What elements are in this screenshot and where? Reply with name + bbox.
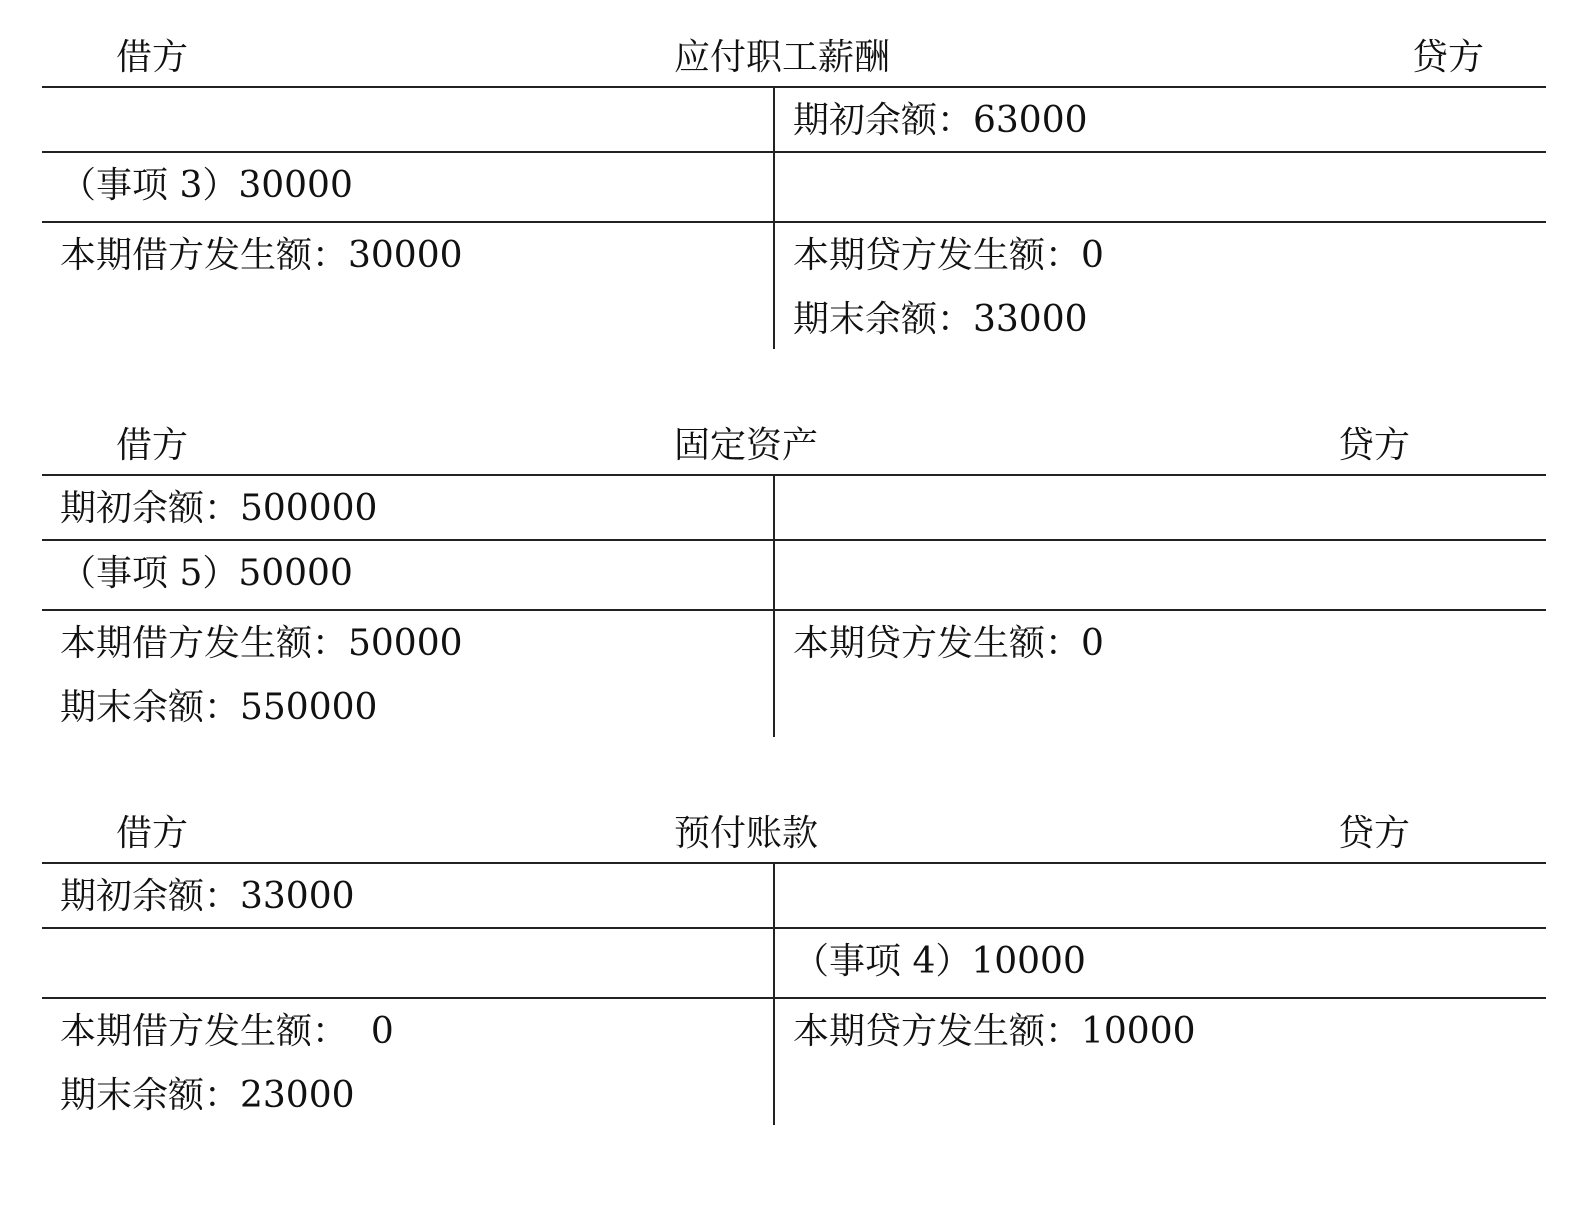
- credit-period-total: 本期贷方发生额：0: [793, 235, 1104, 276]
- debit-entry: （事项 3）30000: [60, 165, 353, 206]
- debit-side-label: 借方: [116, 813, 189, 854]
- credit-entry: （事项 4）10000: [793, 941, 1086, 982]
- debit-period-total: 本期借方发生额：50000: [60, 623, 463, 664]
- debit-side-label: 借方: [116, 425, 189, 466]
- t-account-fixed-assets: [42, 416, 1546, 746]
- debit-period-total: 本期借方发生额：30000: [60, 235, 463, 276]
- credit-opening-balance: 期初余额：63000: [793, 100, 1088, 141]
- account-header: [42, 416, 1546, 476]
- t-account-prepayments: [42, 804, 1546, 1134]
- debit-side-label: 借方: [116, 37, 189, 78]
- header-rule: [42, 474, 1546, 476]
- t-divider: [773, 87, 775, 349]
- debit-opening-balance: 期初余额：33000: [60, 876, 355, 917]
- account-title: 应付职工薪酬: [674, 37, 891, 78]
- account-title: 预付账款: [674, 813, 819, 854]
- account-header: [42, 804, 1546, 864]
- t-account-wages-payable: [42, 28, 1546, 358]
- credit-period-total: 本期贷方发生额：10000: [793, 1011, 1196, 1052]
- header-rule: [42, 862, 1546, 864]
- debit-closing-balance: 期末余额：23000: [60, 1075, 355, 1116]
- debit-entry: （事项 5）50000: [60, 553, 353, 594]
- account-title: 固定资产: [674, 425, 819, 466]
- row-divider: [42, 927, 1546, 929]
- debit-closing-balance: 期末余额：550000: [60, 687, 378, 728]
- t-divider: [773, 863, 775, 1125]
- credit-side-label: 贷方: [1338, 813, 1411, 854]
- debit-period-total: 本期借方发生额： 0: [60, 1011, 394, 1052]
- row-divider: [42, 539, 1546, 541]
- credit-side-label: 贷方: [1412, 37, 1485, 78]
- header-rule: [42, 86, 1546, 88]
- credit-side-label: 贷方: [1338, 425, 1411, 466]
- account-header: [42, 28, 1546, 88]
- row-divider: [42, 221, 1546, 223]
- t-divider: [773, 475, 775, 737]
- credit-closing-balance: 期末余额：33000: [793, 299, 1088, 340]
- row-divider: [42, 997, 1546, 999]
- row-divider: [42, 609, 1546, 611]
- credit-period-total: 本期贷方发生额：0: [793, 623, 1104, 664]
- row-divider: [42, 151, 1546, 153]
- debit-opening-balance: 期初余额：500000: [60, 488, 378, 529]
